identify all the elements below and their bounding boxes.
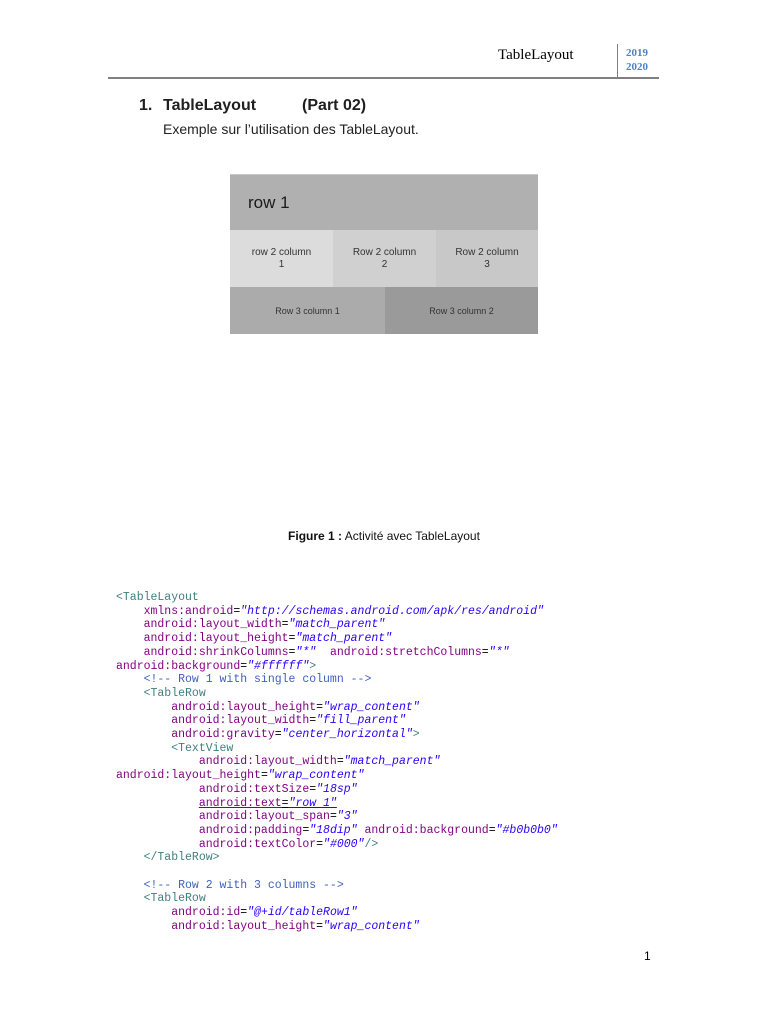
code-token: android:layout_height <box>116 700 317 714</box>
code-token: "*" <box>295 645 317 659</box>
demo-row-2-column-3-line2: 3 <box>484 258 490 270</box>
code-token: "*" <box>488 645 510 659</box>
code-token: android:textColor <box>116 837 317 851</box>
code-line <box>116 920 420 933</box>
figure-caption-label: Figure 1 : <box>288 529 343 543</box>
code-token: = <box>316 700 324 714</box>
code-token: android:layout_width <box>116 618 282 632</box>
code-line <box>116 769 364 782</box>
demo-row-2-column-1 <box>230 230 333 287</box>
code-line <box>116 605 544 618</box>
code-token: android:layout_height <box>116 919 317 933</box>
section-heading <box>139 97 366 115</box>
header-rule <box>108 77 659 79</box>
code-token: <TableLayout <box>116 591 199 604</box>
code-line <box>116 701 420 714</box>
code-token: "row 1" <box>288 796 337 810</box>
code-token: android:gravity <box>116 728 275 742</box>
code-line <box>116 892 206 905</box>
code-line <box>116 879 344 892</box>
code-token: "center_horizontal" <box>281 728 413 742</box>
code-token: = <box>309 782 317 796</box>
code-line <box>116 646 509 659</box>
code-line <box>116 851 220 864</box>
demo-row-1-label: row 1 <box>248 193 290 212</box>
code-token: = <box>309 714 317 728</box>
code-token: <TableRow <box>116 892 206 906</box>
code-token: = <box>288 632 296 646</box>
header-title: TableLayout <box>498 47 574 63</box>
code-token <box>316 646 330 659</box>
code-token: = <box>329 810 337 824</box>
demo-row-3-column-1: Row 3 column 1 <box>230 287 385 334</box>
code-token: = <box>316 919 324 933</box>
code-token: = <box>240 906 248 920</box>
code-token: "match_parent" <box>288 618 386 632</box>
figure-tablelayout-demo <box>230 174 538 334</box>
code-line <box>116 660 316 673</box>
code-line <box>116 618 385 631</box>
code-token: = <box>260 769 268 783</box>
code-token: android:background <box>364 823 489 837</box>
code-line <box>116 797 337 810</box>
demo-row-2-column-3 <box>436 230 538 287</box>
code-line <box>116 838 378 851</box>
code-token: <TextView <box>116 741 234 755</box>
code-token: = <box>302 823 310 837</box>
code-token: > <box>309 659 317 673</box>
code-token: android:id <box>116 906 241 920</box>
demo-row-2-column-2-line2: 2 <box>381 258 388 270</box>
header-separator <box>617 44 618 78</box>
code-token: "http://schemas.android.com/apk/res/android" <box>240 604 544 618</box>
code-token: android:layout_span <box>116 810 330 824</box>
demo-row-2-column-3-line1: Row 2 column <box>455 246 519 258</box>
code-line <box>116 742 233 755</box>
code-token: = <box>281 618 289 632</box>
header-year-start: 2019 <box>626 47 648 59</box>
code-token: "#000" <box>323 837 365 851</box>
code-token: = <box>240 659 248 673</box>
code-line <box>116 714 406 727</box>
code-token: = <box>336 755 344 769</box>
code-token <box>116 797 199 810</box>
code-token: = <box>481 645 489 659</box>
demo-row-2-column-2 <box>333 230 436 287</box>
code-token: "#ffffff" <box>247 659 310 673</box>
code-line <box>116 591 199 604</box>
code-line <box>116 687 206 700</box>
code-line <box>116 824 558 837</box>
code-line <box>116 783 358 796</box>
code-token: "wrap_content" <box>323 919 420 933</box>
code-token: <TableRow <box>116 686 206 700</box>
code-token: android:background <box>116 659 241 673</box>
code-token: "fill_parent" <box>316 714 406 728</box>
code-token: <!-- Row 1 with single column --> <box>116 673 372 687</box>
code-token: > <box>412 728 420 742</box>
code-token: = <box>274 728 282 742</box>
code-token: = <box>316 837 324 851</box>
code-token: "match_parent" <box>343 755 441 769</box>
section-title: TableLayout <box>163 97 257 114</box>
code-token: = <box>288 645 296 659</box>
header-year-end: 2020 <box>626 61 648 73</box>
figure-caption-text: Activité avec TableLayout <box>342 529 480 543</box>
code-token: /> <box>364 837 379 851</box>
code-token: android:stretchColumns <box>329 645 482 659</box>
code-token: = <box>488 823 496 837</box>
code-token: = <box>281 796 289 810</box>
section-subtitle: Exemple sur l’utilisation des TableLayout. <box>163 121 419 137</box>
code-line <box>116 728 420 741</box>
code-line <box>116 632 392 645</box>
code-listing <box>116 591 558 934</box>
code-token: </TableRow> <box>116 851 220 865</box>
code-token: "18dip" <box>309 823 358 837</box>
header-years <box>626 46 648 74</box>
demo-row-2-column-1-line2: 1 <box>278 258 285 270</box>
code-token: android:layout_height <box>116 632 289 646</box>
code-token: "wrap_content" <box>267 769 365 783</box>
code-token: "wrap_content" <box>323 700 420 714</box>
code-token: android:textSize <box>116 782 310 796</box>
code-token: android:layout_width <box>116 714 310 728</box>
section-part: (Part 02) <box>302 97 367 114</box>
code-token: "#b0b0b0" <box>495 823 558 837</box>
code-token: <!-- Row 2 with 3 columns --> <box>116 878 344 892</box>
code-token: android:text <box>198 796 282 810</box>
code-token: "18sp" <box>316 782 358 796</box>
code-token: "match_parent" <box>295 632 393 646</box>
code-line <box>116 906 358 919</box>
code-line <box>116 673 371 686</box>
code-token: "3" <box>336 810 358 824</box>
code-token: = <box>233 604 241 618</box>
code-token: android:layout_width <box>116 755 337 769</box>
code-token: android:shrinkColumns <box>116 645 289 659</box>
page-number: 1 <box>644 949 651 963</box>
code-line <box>116 755 440 768</box>
demo-row-2-column-1-line1: row 2 column <box>251 246 312 258</box>
demo-row-3-column-2: Row 3 column 2 <box>385 287 538 334</box>
demo-row-2-column-2-line1: Row 2 column <box>352 246 417 258</box>
code-token: "@+id/tableRow1" <box>247 906 358 920</box>
code-line <box>116 810 358 823</box>
section-number: 1. <box>139 97 153 114</box>
code-token: android:layout_height <box>116 769 261 783</box>
demo-row-1 <box>230 175 538 230</box>
code-token: android:padding <box>116 823 303 837</box>
code-token: xmlns:android <box>116 604 234 618</box>
figure-caption <box>0 529 768 543</box>
